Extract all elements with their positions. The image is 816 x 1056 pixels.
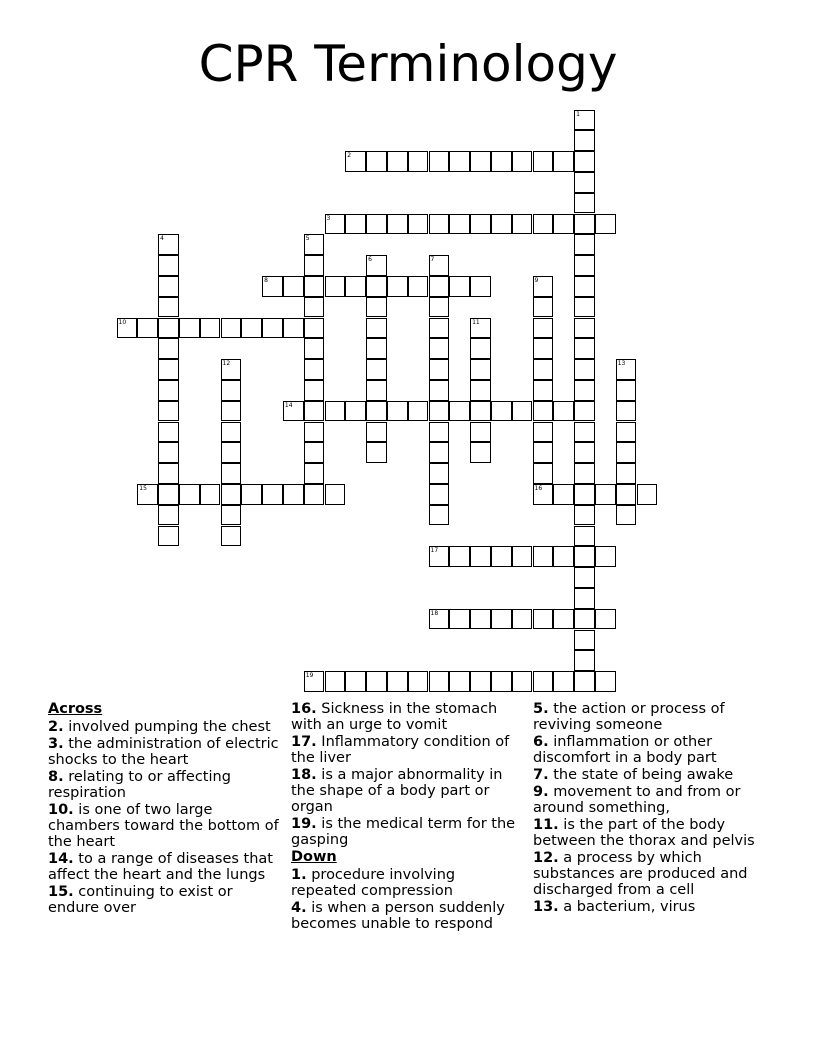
grid-cell (366, 338, 387, 359)
grid-cell (158, 234, 179, 255)
grid-cell (283, 318, 304, 339)
clue-number: 19. (291, 816, 317, 832)
cell-number: 12 (222, 360, 231, 368)
grid-cell (304, 276, 325, 297)
cell-number: 9 (534, 276, 539, 284)
clue-number: 1. (291, 867, 307, 883)
clue-text: movement to and from or around something, (533, 784, 741, 816)
grid-cell (429, 505, 450, 526)
grid-cell (574, 484, 595, 505)
grid-cell (408, 671, 429, 692)
grid-cell (574, 110, 595, 131)
clue-text: is a major abnormality in the shape of a body part or organ (291, 767, 503, 815)
grid-cell (574, 422, 595, 443)
clue-number: 11. (533, 817, 559, 833)
grid-cell (616, 401, 637, 422)
grid-cell (304, 234, 325, 255)
grid-cell (470, 276, 491, 297)
grid-cell (470, 214, 491, 235)
grid-cell (221, 422, 242, 443)
grid-cell (408, 401, 429, 422)
cell-number: 4 (160, 235, 164, 243)
grid-cell (574, 338, 595, 359)
grid-cell (574, 588, 595, 609)
grid-cell (221, 442, 242, 463)
grid-cell (553, 484, 574, 505)
grid-cell (366, 297, 387, 318)
grid-cell (158, 255, 179, 276)
clue-number: 9. (533, 784, 549, 800)
grid-cell (158, 380, 179, 401)
grid-cell (366, 671, 387, 692)
grid-cell (533, 442, 554, 463)
grid-cell (366, 401, 387, 422)
grid-cell (304, 401, 325, 422)
cell-number: 13 (617, 360, 626, 368)
grid-cell (616, 380, 637, 401)
across-clue-10 (48, 802, 283, 850)
grid-cell (429, 484, 450, 505)
grid-cell (470, 359, 491, 380)
grid-cell (574, 380, 595, 401)
clue-text: inflammation or other discomfort in a body part (533, 734, 717, 766)
grid-cell (241, 318, 262, 339)
grid-cell (491, 671, 512, 692)
grid-cell (325, 671, 346, 692)
grid-cell (553, 214, 574, 235)
clue-number: 7. (533, 767, 549, 783)
grid-cell (449, 214, 470, 235)
clue-text: is when a person suddenly becomes unable to respond (291, 900, 505, 932)
down-clue-5 (533, 701, 773, 733)
grid-cell (470, 151, 491, 172)
grid-cell (512, 546, 533, 567)
clue-number: 13. (533, 899, 559, 915)
grid-cell (533, 359, 554, 380)
grid-cell (221, 318, 242, 339)
grid-cell (574, 276, 595, 297)
across-clue-8 (48, 769, 283, 801)
down-clue-12 (533, 850, 773, 898)
clue-text: procedure involving repeated compression (291, 867, 456, 899)
down-clue-13 (533, 899, 773, 915)
cell-number: 8 (264, 276, 268, 284)
grid-cell (533, 463, 554, 484)
grid-cell (221, 526, 242, 547)
grid-cell (470, 546, 491, 567)
grid-cell (366, 380, 387, 401)
grid-cell (304, 484, 325, 505)
grid-cell (533, 422, 554, 443)
grid-cell (491, 401, 512, 422)
grid-cell (449, 276, 470, 297)
grid-cell (262, 318, 283, 339)
cell-number: 19 (305, 672, 314, 680)
clue-text: to a range of diseases that affect the heart and the lungs (48, 851, 273, 883)
cell-number: 7 (430, 256, 435, 264)
grid-cell (595, 671, 616, 692)
grid-cell (429, 214, 450, 235)
grid-cell (366, 151, 387, 172)
grid-cell (533, 401, 554, 422)
grid-cell (574, 297, 595, 318)
grid-cell (595, 484, 616, 505)
grid-cell (221, 380, 242, 401)
grid-cell (574, 193, 595, 214)
cell-number: 15 (139, 484, 147, 492)
grid-cell (221, 505, 242, 526)
grid-cell (366, 255, 387, 276)
grid-cell (304, 422, 325, 443)
grid-cell (574, 255, 595, 276)
grid-cell (533, 318, 554, 339)
grid-cell (533, 297, 554, 318)
grid-cell (574, 318, 595, 339)
down-clue-1 (291, 867, 521, 899)
grid-cell (304, 463, 325, 484)
across-clue-19 (291, 816, 521, 848)
grid-cell (553, 546, 574, 567)
grid-cell (574, 505, 595, 526)
across-clue-14 (48, 851, 283, 883)
clue-text: is one of two large chambers toward the bottom of the heart (48, 802, 279, 850)
grid-cell (616, 463, 637, 484)
clue-number: 10. (48, 802, 74, 818)
grid-cell (283, 484, 304, 505)
clue-column-2 (291, 701, 521, 933)
across-header: Across (48, 701, 103, 717)
down-clue-7 (533, 767, 773, 783)
down-clue-6 (533, 734, 773, 766)
grid-cell (429, 546, 450, 567)
grid-cell (366, 214, 387, 235)
grid-cell (533, 484, 554, 505)
grid-cell (179, 484, 200, 505)
grid-cell (470, 422, 491, 443)
clue-text: Sickness in the stomach with an urge to vomit (291, 701, 498, 733)
grid-cell (470, 380, 491, 401)
grid-cell (616, 442, 637, 463)
grid-cell (616, 359, 637, 380)
grid-cell (429, 401, 450, 422)
grid-cell (158, 338, 179, 359)
grid-cell (449, 151, 470, 172)
grid-cell (304, 359, 325, 380)
grid-cell (533, 671, 554, 692)
grid-cell (221, 401, 242, 422)
grid-cell (491, 609, 512, 630)
cell-number: 6 (368, 256, 372, 264)
clue-text: the state of being awake (553, 767, 734, 783)
cell-number: 18 (430, 609, 439, 617)
grid-cell (553, 671, 574, 692)
grid-cell (470, 318, 491, 339)
across-clue-3 (48, 736, 283, 768)
grid-cell (553, 401, 574, 422)
grid-cell (345, 151, 366, 172)
grid-cell (304, 318, 325, 339)
cell-number: 5 (305, 235, 310, 243)
clue-text: is the medical term for the gasping (291, 816, 516, 848)
grid-cell (158, 505, 179, 526)
grid-cell (574, 401, 595, 422)
grid-cell (449, 609, 470, 630)
grid-cell (325, 276, 346, 297)
grid-cell (595, 546, 616, 567)
puzzle-title: CPR Terminology (198, 35, 618, 93)
grid-cell (637, 484, 658, 505)
grid-cell (574, 650, 595, 671)
grid-cell (533, 546, 554, 567)
grid-cell (304, 380, 325, 401)
clue-number: 3. (48, 736, 64, 752)
grid-cell (137, 318, 158, 339)
grid-cell (429, 380, 450, 401)
grid-cell (158, 463, 179, 484)
clue-text: Inflammatory condition of the liver (291, 734, 510, 766)
grid-cell (387, 671, 408, 692)
grid-cell (429, 318, 450, 339)
grid-cell (158, 401, 179, 422)
grid-cell (512, 609, 533, 630)
grid-cell (491, 151, 512, 172)
grid-cell (491, 214, 512, 235)
grid-cell (345, 276, 366, 297)
grid-cell (553, 151, 574, 172)
grid-cell (449, 546, 470, 567)
cell-number: 14 (284, 401, 293, 409)
grid-cell (283, 401, 304, 422)
grid-cell (345, 214, 366, 235)
cell-number: 2 (347, 152, 352, 160)
grid-cell (137, 484, 158, 505)
grid-cell (512, 671, 533, 692)
cell-number: 1 (576, 110, 580, 118)
grid-cell (533, 609, 554, 630)
grid-cell (429, 422, 450, 443)
grid-cell (283, 276, 304, 297)
grid-cell (366, 422, 387, 443)
grid-cell (345, 401, 366, 422)
grid-cell (616, 505, 637, 526)
grid-cell (512, 214, 533, 235)
grid-cell (200, 318, 221, 339)
grid-cell (616, 422, 637, 443)
grid-cell (429, 609, 450, 630)
clue-number: 4. (291, 900, 307, 916)
grid-cell (117, 318, 138, 339)
clue-number: 5. (533, 701, 549, 717)
grid-cell (470, 442, 491, 463)
clue-number: 8. (48, 769, 64, 785)
grid-cell (221, 359, 242, 380)
clue-text: relating to or affecting respiration (48, 769, 231, 801)
grid-cell (429, 297, 450, 318)
grid-cell (574, 630, 595, 651)
grid-cell (200, 484, 221, 505)
grid-cell (158, 422, 179, 443)
clue-number: 16. (291, 701, 317, 717)
grid-cell (387, 214, 408, 235)
clue-number: 12. (533, 850, 559, 866)
clue-column-1 (48, 701, 283, 917)
grid-cell (158, 297, 179, 318)
grid-cell (533, 380, 554, 401)
grid-cell (533, 151, 554, 172)
grid-cell (429, 463, 450, 484)
clue-text: a bacterium, virus (563, 899, 696, 915)
grid-cell (304, 442, 325, 463)
cell-number: 16 (534, 484, 543, 492)
clue-number: 17. (291, 734, 317, 750)
grid-cell (304, 338, 325, 359)
down-clue-4 (291, 900, 521, 932)
grid-cell (574, 130, 595, 151)
grid-cell (429, 338, 450, 359)
clue-text: involved pumping the chest (68, 719, 271, 735)
grid-cell (325, 484, 346, 505)
down-header: Down (291, 849, 337, 865)
grid-cell (449, 401, 470, 422)
grid-cell (533, 214, 554, 235)
cell-number: 17 (430, 547, 439, 555)
grid-cell (408, 214, 429, 235)
grid-cell (574, 463, 595, 484)
grid-cell (387, 151, 408, 172)
grid-cell (408, 276, 429, 297)
grid-cell (158, 442, 179, 463)
grid-cell (616, 484, 637, 505)
grid-cell (429, 671, 450, 692)
grid-cell (158, 359, 179, 380)
cell-number: 3 (326, 214, 331, 222)
grid-cell (470, 401, 491, 422)
grid-cell (470, 671, 491, 692)
clue-text: continuing to exist or endure over (48, 884, 233, 916)
across-clue-16 (291, 701, 521, 733)
grid-cell (553, 609, 574, 630)
grid-cell (345, 671, 366, 692)
grid-cell (574, 609, 595, 630)
grid-cell (429, 255, 450, 276)
down-clue-11 (533, 817, 773, 849)
grid-cell (574, 234, 595, 255)
grid-cell (429, 359, 450, 380)
across-clue-15 (48, 884, 283, 916)
grid-cell (574, 172, 595, 193)
clue-number: 2. (48, 719, 64, 735)
grid-cell (595, 214, 616, 235)
grid-cell (387, 276, 408, 297)
grid-cell (429, 276, 450, 297)
grid-cell (429, 151, 450, 172)
clue-number: 18. (291, 767, 317, 783)
grid-cell (241, 484, 262, 505)
clue-text: is the part of the body between the thorax and pelvis (533, 817, 755, 849)
grid-cell (574, 671, 595, 692)
grid-cell (179, 318, 200, 339)
cell-number: 11 (472, 318, 480, 326)
grid-cell (366, 442, 387, 463)
grid-cell (449, 671, 470, 692)
grid-cell (221, 484, 242, 505)
clue-text: the administration of electric shocks to the heart (48, 736, 279, 768)
grid-cell (304, 255, 325, 276)
grid-cell (595, 609, 616, 630)
grid-cell (262, 276, 283, 297)
clue-text: the action or process of reviving someone (533, 701, 725, 733)
grid-cell (574, 214, 595, 235)
grid-cell (325, 214, 346, 235)
grid-cell (158, 318, 179, 339)
grid-cell (533, 338, 554, 359)
clue-number: 6. (533, 734, 549, 750)
across-clue-17 (291, 734, 521, 766)
grid-cell (491, 546, 512, 567)
grid-cell (408, 151, 429, 172)
across-clue-2 (48, 719, 283, 735)
grid-cell (533, 276, 554, 297)
grid-cell (304, 297, 325, 318)
grid-cell (574, 546, 595, 567)
clue-column-3 (533, 701, 773, 916)
grid-cell (574, 442, 595, 463)
grid-cell (158, 276, 179, 297)
grid-cell (158, 526, 179, 547)
grid-cell (387, 401, 408, 422)
grid-cell (574, 359, 595, 380)
clue-number: 14. (48, 851, 74, 867)
grid-cell (366, 318, 387, 339)
clue-text: a process by which substances are produced and discharged from a cell (533, 850, 748, 898)
grid-cell (574, 567, 595, 588)
grid-cell (262, 484, 283, 505)
grid-cell (512, 401, 533, 422)
down-clue-9 (533, 784, 773, 816)
cell-number: 10 (118, 318, 127, 326)
grid-cell (470, 609, 491, 630)
grid-cell (512, 151, 533, 172)
grid-cell (574, 151, 595, 172)
grid-cell (366, 359, 387, 380)
clue-number: 15. (48, 884, 74, 900)
grid-cell (429, 442, 450, 463)
across-clue-18 (291, 767, 521, 815)
grid-cell (221, 463, 242, 484)
grid-cell (574, 526, 595, 547)
grid-cell (304, 671, 325, 692)
grid-cell (325, 401, 346, 422)
grid-cell (158, 484, 179, 505)
grid-cell (366, 276, 387, 297)
grid-cell (470, 338, 491, 359)
